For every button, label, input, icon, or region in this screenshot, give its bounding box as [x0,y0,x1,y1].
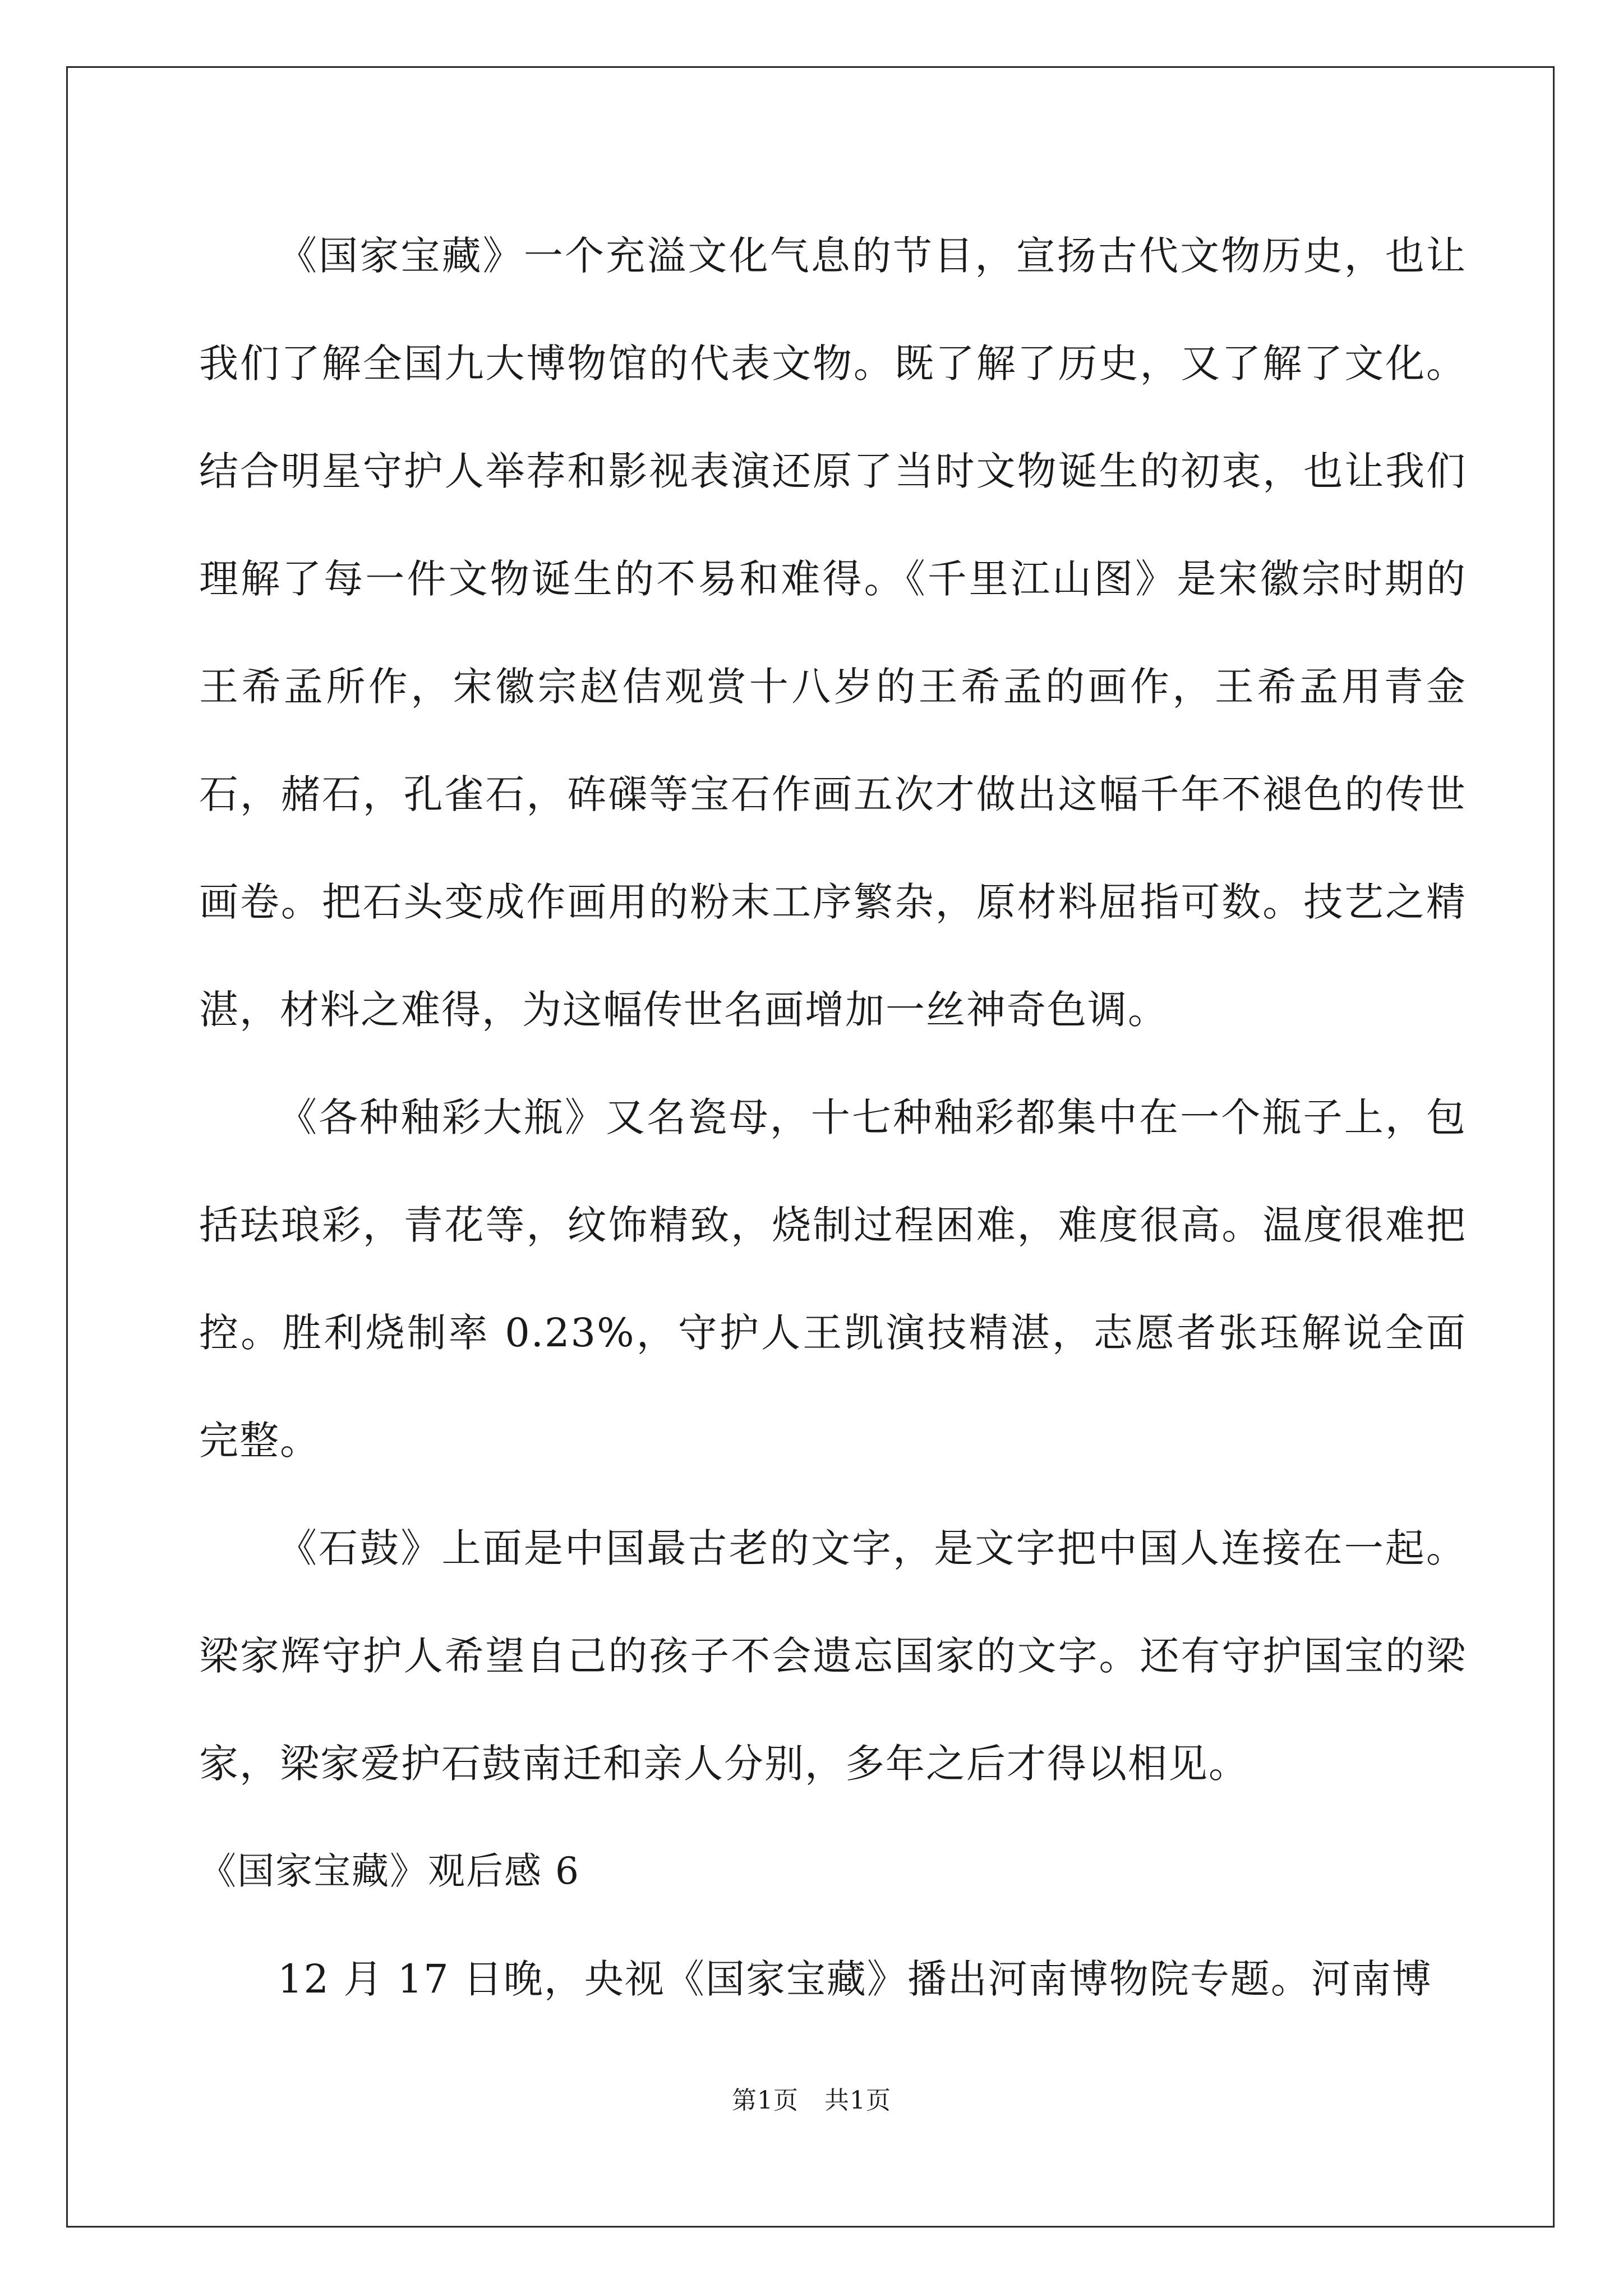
paragraph-qianli-jiangshan: 《国家宝藏》一个充溢文化气息的节目，宣扬古代文物历史，也让我们了解全国九大博物馆的代表文物。既了解了历史，又了解了文化。结合明星守护人举荐和影视表演还原了当时文物诞生的初衷，也让我们理解了每一件文物诞生的不易和难得。《千里江山图》是宋徽宗时期的王希孟所作，宋徽宗赵佶观赏十八岁的王希孟的画作，王希孟用青金石，赭石，孔雀石，砗磲等宝石作画五次才做出这幅千年不褪色的传世画卷。把石头变成作画用的粉末工序繁杂，原材料屈指可数。技艺之精湛，材料之难得，为这幅传世名画增加一丝神奇色调。 [199,233,1467,1033]
page-footer [0,2080,1623,2116]
paragraph-henan-museum: 12 月 17 日晚，央视《国家宝藏》播出河南博物院专题。河南博 [278,1956,1432,2002]
page-number-total: 共1页 [824,2086,891,2115]
document-body [199,202,1467,2033]
paragraph-stone-drum: 《石鼓》上面是中国最古老的文字，是文字把中国人连接在一起。梁家辉守护人希望自己的孩子不会遗忘国家的文字。还有守护国宝的梁家，梁家爱护石鼓南迁和亲人分别，多年之后才得以相见。 [199,1525,1467,1787]
paragraph-glaze-vase: 《各种釉彩大瓶》又名瓷母，十七种釉彩都集中在一个瓶子上，包括珐琅彩，青花等，纹饰精致，烧制过程困难，难度很高。温度很难把控。胜利烧制率 0.23%，守护人王凯演技精湛，志愿者张珏解说全面完整。 [199,1094,1467,1464]
section-heading: 《国家宝藏》观后感 6 [199,1849,580,1893]
page-number-current: 第1页 [732,2086,799,2115]
